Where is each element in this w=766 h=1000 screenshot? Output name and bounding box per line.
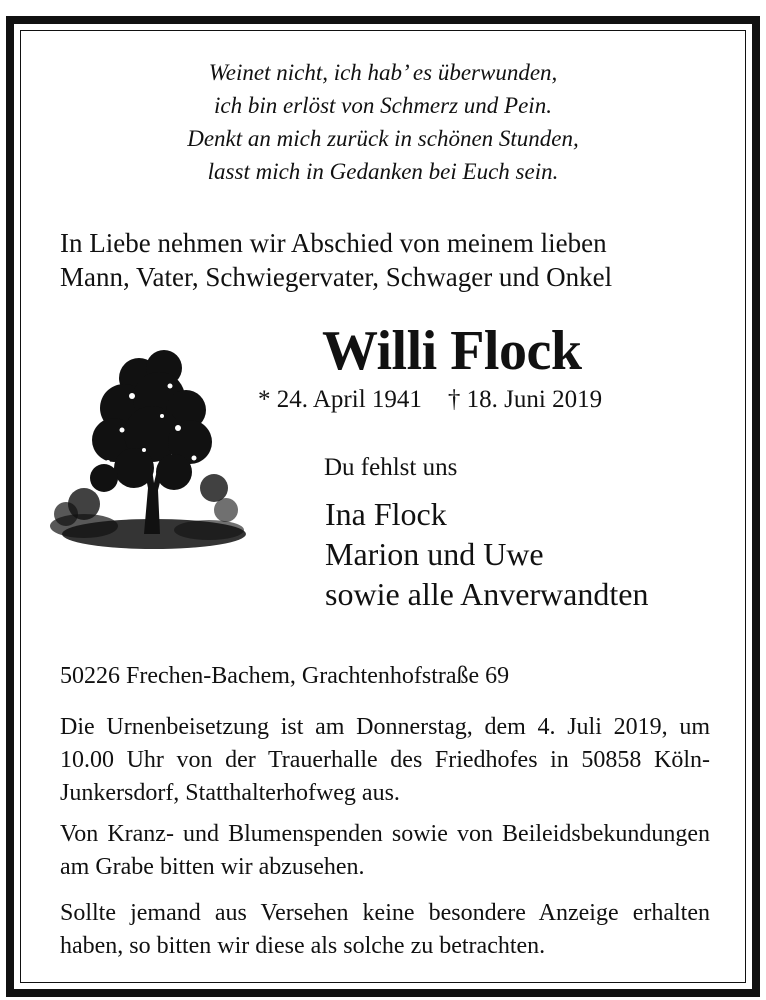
memorial-poem <box>60 56 706 188</box>
poem-line: Denkt an mich zurück in schönen Stunden, <box>187 126 579 151</box>
death-date: † 18. Juni 2019 <box>447 386 603 413</box>
poem-line: ich bin erlöst von Schmerz und Pein. <box>214 93 552 118</box>
family-address: 50226 Frechen-Bachem, Grachtenhofstraße 69 <box>60 663 510 689</box>
flowers-condolence-notice: Von Kranz- und Blumenspenden sowie von Beileidsbekundungen am Grabe bitten wir abzusehen. <box>60 821 710 880</box>
mourner-name: sowie alle Anverwandten <box>325 576 649 612</box>
mourners-list <box>325 494 648 614</box>
life-dates <box>258 384 602 416</box>
mourner-name: Ina Flock <box>325 496 447 532</box>
poem-line: lasst mich in Gedanken bei Euch sein. <box>207 159 559 184</box>
tree-icon <box>44 338 248 562</box>
no-separate-notice: Sollte jemand aus Versehen keine besondere Anzeige erhalten haben, so bitten wir diese als solche zu betrachten. <box>60 900 710 959</box>
mourners-intro: Du fehlst uns <box>324 454 458 481</box>
deceased-name: Willi Flock <box>322 320 582 382</box>
farewell-intro <box>60 226 720 294</box>
poem-line: Weinet nicht, ich hab’ es überwunden, <box>208 60 558 85</box>
intro-line: In Liebe nehmen wir Abschied von meinem lieben <box>60 228 607 258</box>
intro-line: Mann, Vater, Schwiegervater, Schwager und Onkel <box>60 262 613 292</box>
funeral-details: Die Urnenbeisetzung ist am Donnerstag, dem 4. Juli 2019, um 10.00 Uhr von der Trauerhalle des Friedhofes in 50858 Köln-Junkersdorf, Statthalterhofweg aus. <box>60 714 710 806</box>
birth-date: * 24. April 1941 <box>258 386 422 413</box>
mourner-name: Marion und Uwe <box>325 536 544 572</box>
